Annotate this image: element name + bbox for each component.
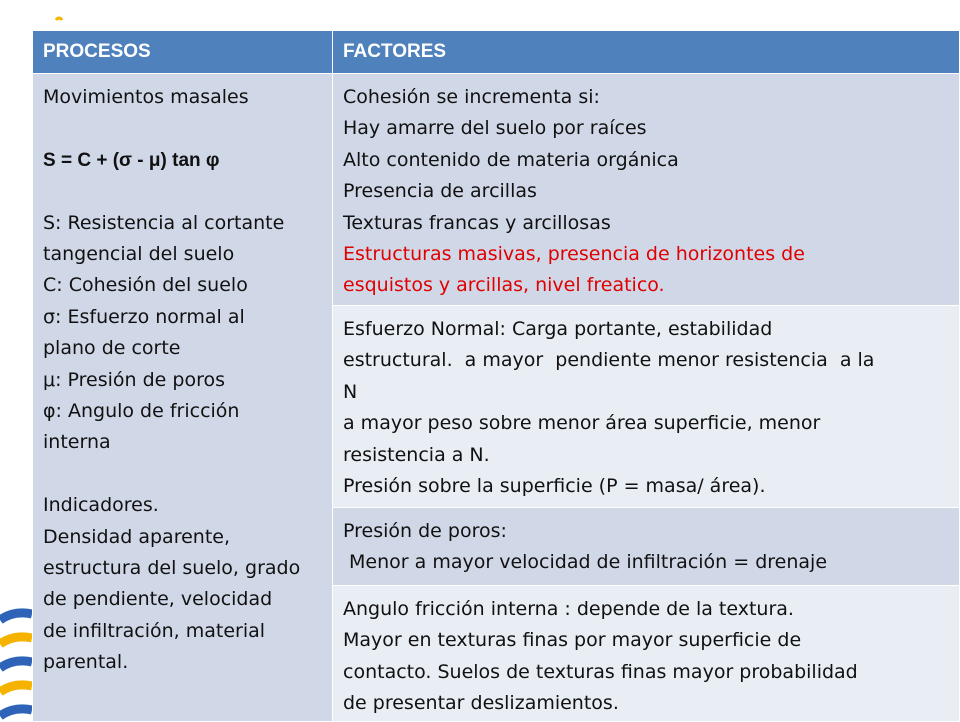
definition-line: μ: Presión de poros bbox=[43, 368, 226, 391]
definition-line: tangencial del suelo bbox=[43, 243, 235, 265]
decorative-stripes bbox=[0, 600, 32, 720]
shear-formula: S = C + (σ - μ) tan φ bbox=[43, 149, 220, 171]
indicators-line: Densidad aparente, bbox=[43, 525, 230, 548]
cohesion-line: Hay amarre del suelo por raíces bbox=[343, 117, 647, 140]
cohesion-line: Cohesión se incrementa si: bbox=[343, 86, 600, 108]
indicators-line: parental. bbox=[43, 651, 129, 674]
process-title: Movimientos masales bbox=[43, 86, 249, 108]
header-procesos: PROCESOS bbox=[33, 31, 333, 74]
definition-line: C: Cohesión del suelo bbox=[43, 274, 248, 297]
definition-line: S: Resistencia al cortante bbox=[43, 211, 285, 234]
definition-line: φ: Angulo de fricción bbox=[43, 400, 240, 423]
definition-line: interna bbox=[43, 431, 111, 454]
row-cohesion bbox=[33, 74, 960, 306]
friction-line: Angulo fricción interna : depende de la textura. bbox=[343, 598, 794, 620]
normal-stress-line: resistencia a N. bbox=[343, 443, 490, 466]
friction-line: de presentar deslizamientos. bbox=[343, 692, 619, 715]
normal-stress-line: N bbox=[343, 380, 358, 403]
normal-stress-line: Presión sobre la superficie (P = masa/ área). bbox=[343, 475, 766, 498]
procesos-cell bbox=[33, 74, 333, 722]
definition-line: σ: Esfuerzo normal al bbox=[43, 305, 245, 328]
factor-friction-cell bbox=[333, 586, 960, 722]
cohesion-line: Alto contenido de materia orgánica bbox=[343, 148, 679, 171]
pore-pressure-line: Menor a mayor velocidad de infiltración = drenaje bbox=[343, 551, 828, 574]
definition-line: plano de corte bbox=[43, 337, 181, 360]
friction-line: Mayor en texturas finas por mayor superficie de bbox=[343, 629, 802, 652]
processes-factors-table bbox=[32, 30, 960, 722]
factor-pore-pressure-cell bbox=[333, 508, 960, 586]
factor-normal-stress-cell bbox=[333, 306, 960, 508]
normal-stress-line: Esfuerzo Normal: Carga portante, estabilidad bbox=[343, 318, 773, 340]
normal-stress-line: estructural. a mayor pendiente menor resistencia a la bbox=[343, 349, 875, 372]
cohesion-line: Presencia de arcillas bbox=[343, 180, 537, 203]
indicators-line: estructura del suelo, grado bbox=[43, 557, 301, 580]
normal-stress-line: a mayor peso sobre menor área superficie, menor bbox=[343, 412, 821, 435]
cohesion-highlight-line: esquistos y arcillas, nivel freatico. bbox=[343, 274, 665, 297]
factor-cohesion-cell bbox=[333, 74, 960, 306]
indicators-line: de pendiente, velocidad bbox=[43, 588, 273, 611]
friction-line: contacto. Suelos de texturas finas mayor probabilidad bbox=[343, 660, 858, 683]
pore-pressure-line: Presión de poros: bbox=[343, 520, 507, 542]
cohesion-highlight-line: Estructuras masivas, presencia de horizontes de bbox=[343, 243, 805, 266]
indicators-line: Indicadores. bbox=[43, 494, 159, 517]
header-factores: FACTORES bbox=[333, 31, 960, 74]
cohesion-line: Texturas francas y arcillosas bbox=[343, 211, 611, 234]
header-row bbox=[33, 31, 960, 74]
indicators-line: de infiltración, material bbox=[43, 619, 266, 642]
